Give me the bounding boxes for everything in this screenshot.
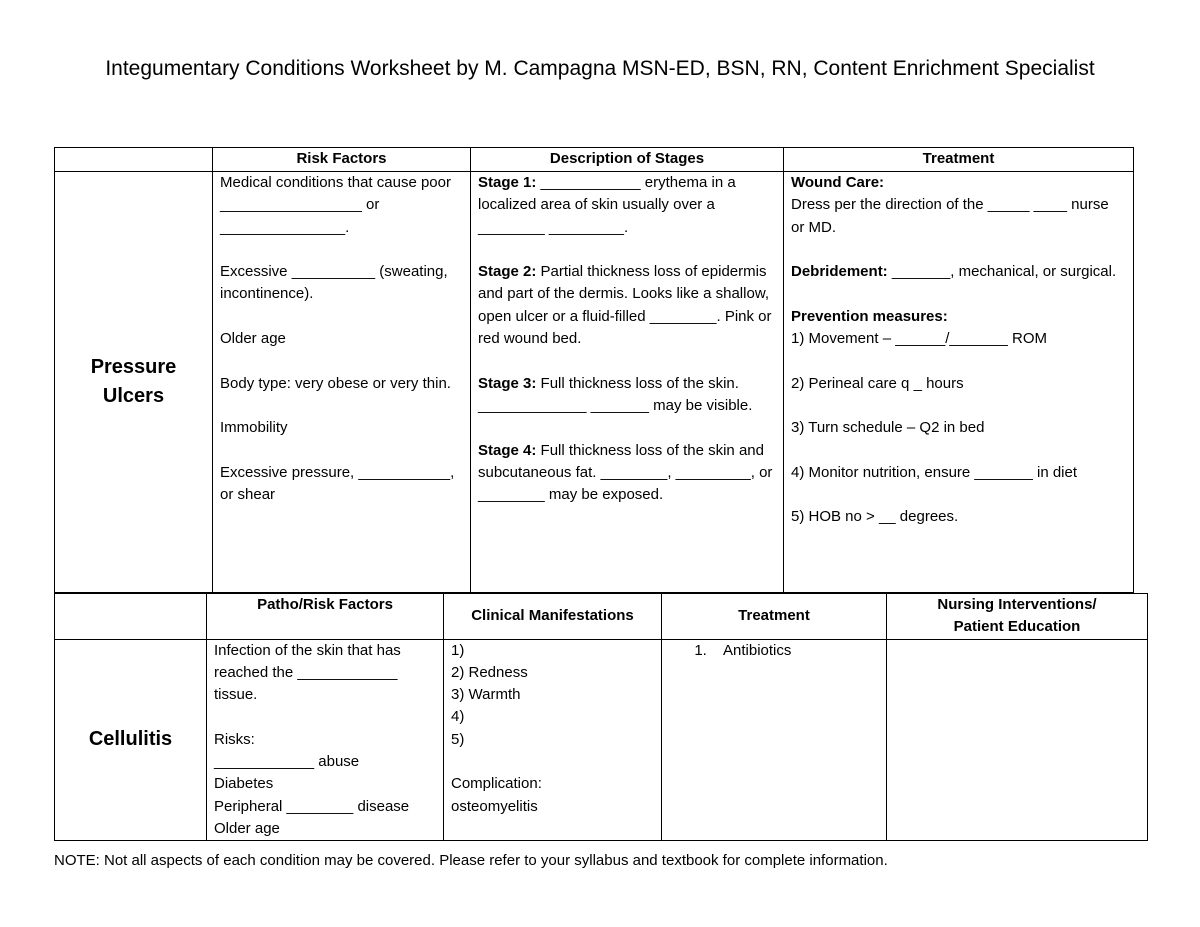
prevention-item: 4) Monitor nutrition, ensure _______ in diet bbox=[791, 463, 1078, 481]
cellulitis-treatment-cell bbox=[662, 639, 887, 841]
risk-factor: Older age bbox=[220, 330, 286, 348]
nursing-header: Nursing Interventions/ Patient Education bbox=[887, 594, 1148, 640]
treatment-cell bbox=[784, 172, 1134, 593]
stage-1: Stage 1: ____________ erythema in a localized area of skin usually over a ________ _________. bbox=[478, 174, 736, 236]
complication-text: osteomyelitis bbox=[451, 797, 538, 815]
stages-header: Description of Stages bbox=[471, 148, 784, 172]
risk-factors-header: Risk Factors bbox=[213, 148, 471, 172]
prevention-item: 2) Perineal care q _ hours bbox=[791, 374, 964, 392]
stage-2: Stage 2: Partial thickness loss of epidermis and part of the dermis. Looks like a shallow, open ulcer or a fluid-filled ________. Pink or red wound bed. bbox=[478, 263, 772, 348]
patho-cell bbox=[207, 639, 444, 841]
prevention-item: 5) HOB no > __ degrees. bbox=[791, 508, 959, 526]
pressure-ulcers-table bbox=[54, 147, 1134, 593]
treatment-header: Treatment bbox=[784, 148, 1134, 172]
treatment-list bbox=[669, 640, 879, 662]
risk-item: ____________ abuse bbox=[214, 753, 360, 771]
condition-pressure-ulcers: Pressure Ulcers bbox=[55, 172, 213, 593]
stages-cell bbox=[471, 172, 784, 593]
prevention-item: 1) Movement – ______/_______ ROM bbox=[791, 330, 1047, 348]
manifestation-item: 2) Redness bbox=[451, 663, 528, 681]
nursing-cell bbox=[887, 639, 1148, 841]
patho-header: Patho/Risk Factors bbox=[207, 594, 444, 640]
stage-3: Stage 3: Full thickness loss of the skin. _____________ _______ may be visible. bbox=[478, 374, 753, 414]
stage-4: Stage 4: Full thickness loss of the skin and subcutaneous fat. ________, _________, or ________ may be exposed. bbox=[478, 441, 773, 504]
risk-item: Peripheral ________ disease bbox=[214, 797, 410, 815]
risk-factor: Immobility bbox=[220, 419, 288, 437]
risk-factor: Excessive __________ (sweating, incontinence). bbox=[220, 263, 448, 303]
risk-factor: Excessive pressure, ___________, or shear bbox=[220, 463, 455, 504]
risk-factors-cell bbox=[213, 172, 471, 593]
prevention-measures: Prevention measures: 1) Movement – ______/_______ ROM 2) Perineal care q _ hours 3) Turn schedule – Q2 in bed 4) Monitor nutrition, ensure _______ in diet 5) HOB no > __ degrees. bbox=[791, 306, 1126, 529]
risks-label: Risks: bbox=[214, 730, 255, 748]
empty-header-cell bbox=[55, 148, 213, 172]
debridement: Debridement: _______, mechanical, or surgical. bbox=[791, 263, 1117, 281]
manifestations-cell bbox=[444, 639, 662, 841]
wound-care: Wound Care: Dress per the direction of the _____ ____ nurse or MD. bbox=[791, 174, 1109, 236]
cellulitis-treatment-header: Treatment bbox=[662, 594, 887, 640]
cellulitis-table bbox=[54, 593, 1148, 841]
patho-text: Infection of the skin that has reached the ____________ tissue. bbox=[214, 641, 401, 704]
risk-factor: Medical conditions that cause poor _________________ or _______________. bbox=[220, 174, 451, 236]
manifestation-item: 3) Warmth bbox=[451, 686, 521, 704]
condition-cellulitis: Cellulitis bbox=[55, 639, 207, 841]
risk-item: Diabetes bbox=[214, 775, 274, 793]
prevention-item: 3) Turn schedule – Q2 in bed bbox=[791, 419, 985, 437]
risk-item: Older age bbox=[214, 819, 280, 837]
manifestation-item: 1) bbox=[451, 641, 465, 659]
risk-factor: Body type: very obese or very thin. bbox=[220, 374, 451, 392]
manifestation-item: 4) bbox=[451, 708, 465, 726]
footer-note: NOTE: Not all aspects of each condition may be covered. Please refer to your syllabus and textbook for complete information. bbox=[54, 852, 888, 869]
manifestations-header: Clinical Manifestations bbox=[444, 594, 662, 640]
worksheet-title: Integumentary Conditions Worksheet by M. Campagna MSN-ED, BSN, RN, Content Enrichment Specialist bbox=[105, 57, 1095, 80]
manifestation-item: 5) bbox=[451, 730, 465, 748]
complication-label: Complication: bbox=[451, 775, 542, 793]
empty-header-cell bbox=[55, 594, 207, 640]
treatment-item: 1. Antibiotics bbox=[711, 640, 879, 662]
